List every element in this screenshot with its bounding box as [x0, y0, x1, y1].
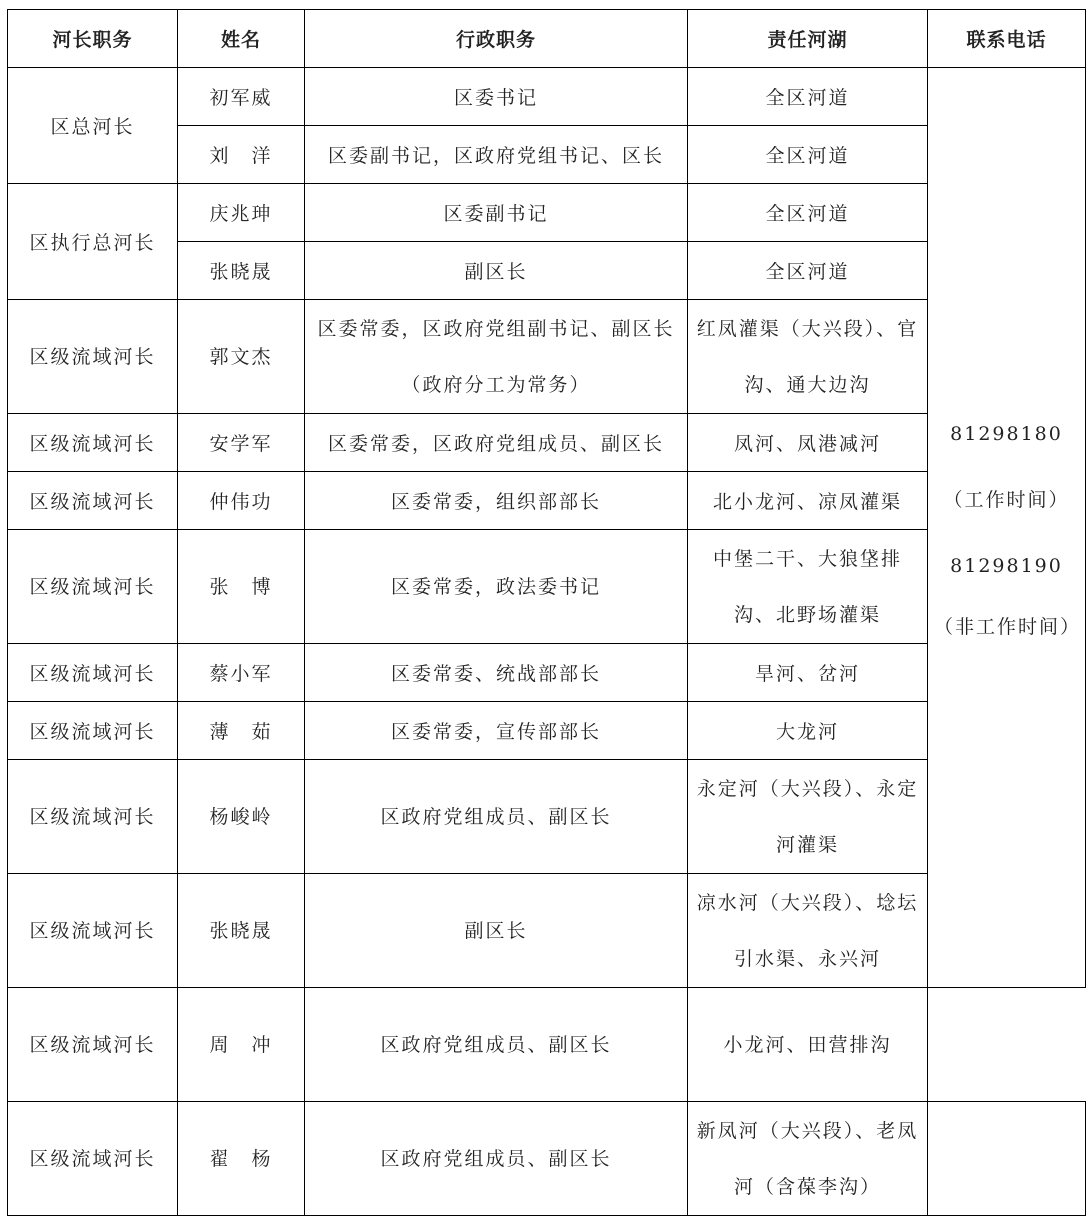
river-cell: 全区河道: [688, 126, 928, 184]
name-cell: 初军威: [178, 68, 305, 126]
table-row: [8, 1102, 1086, 1216]
phone-work-number: 81298180: [950, 422, 1063, 445]
name-cell: 刘 洋: [178, 126, 305, 184]
name-cell: 周 冲: [178, 988, 305, 1102]
name-cell: 张 博: [178, 530, 305, 644]
header-role: 河长职务: [8, 10, 178, 68]
name-cell: 郭文杰: [178, 300, 305, 414]
post-cell: 区委常委，区政府党组副书记、副区长（政府分工为常务）: [305, 300, 688, 414]
role-cell: 区级流域河长: [8, 702, 178, 760]
post-cell: 副区长: [305, 874, 688, 988]
table-row: [8, 760, 1086, 874]
river-cell: 大龙河: [688, 702, 928, 760]
name-cell: 蔡小军: [178, 644, 305, 702]
river-cell: 北小龙河、凉凤灌渠: [688, 472, 928, 530]
role-cell: 区总河长: [8, 68, 178, 184]
table-row: [8, 184, 1086, 242]
post-cell: 区委常委，宣传部部长: [305, 702, 688, 760]
post-cell: 区委书记: [305, 68, 688, 126]
river-cell: 永定河（大兴段）、永定河灌渠: [688, 760, 928, 874]
name-cell: 安学军: [178, 414, 305, 472]
name-cell: 庆兆珅: [178, 184, 305, 242]
river-cell: 旱河、岔河: [688, 644, 928, 702]
post-cell: 区委常委，组织部部长: [305, 472, 688, 530]
post-cell: 区委副书记: [305, 184, 688, 242]
table-row: [8, 300, 1086, 414]
role-cell: 区级流域河长: [8, 760, 178, 874]
post-cell: 区政府党组成员、副区长: [305, 760, 688, 874]
table-row: [8, 702, 1086, 760]
table-row: [8, 414, 1086, 472]
phone-work-label: （工作时间）: [943, 488, 1070, 511]
post-cell: 区政府党组成员、副区长: [305, 1102, 688, 1216]
header-name: 姓名: [178, 10, 305, 68]
river-chief-table: [7, 9, 1086, 1216]
river-cell: 凤河、凤港减河: [688, 414, 928, 472]
river-cell: 中堡二干、大狼垡排沟、北野场灌渠: [688, 530, 928, 644]
role-cell: 区级流域河长: [8, 988, 178, 1102]
river-cell: 小龙河、田营排沟: [688, 988, 928, 1102]
role-cell: 区级流域河长: [8, 1102, 178, 1216]
post-cell: 区委常委、统战部部长: [305, 644, 688, 702]
post-cell: 副区长: [305, 242, 688, 300]
phone-offwork-number: 81298190: [950, 554, 1063, 577]
table-row: [8, 68, 1086, 126]
header-river: 责任河湖: [688, 10, 928, 68]
post-cell: 区政府党组成员、副区长: [305, 988, 688, 1102]
role-cell: 区级流域河长: [8, 644, 178, 702]
phone-cell-empty: [928, 1102, 1086, 1216]
name-cell: 张晓晟: [178, 874, 305, 988]
river-cell: 全区河道: [688, 242, 928, 300]
post-cell: 区委常委，政法委书记: [305, 530, 688, 644]
header-row: [8, 10, 1086, 68]
river-cell: 红凤灌渠（大兴段）、官沟、通大边沟: [688, 300, 928, 414]
river-cell: 新凤河（大兴段）、老凤河（含葆李沟）: [688, 1102, 928, 1216]
name-cell: 杨峻岭: [178, 760, 305, 874]
name-cell: 翟 杨: [178, 1102, 305, 1216]
table-row: [8, 472, 1086, 530]
role-cell: 区级流域河长: [8, 874, 178, 988]
role-cell: 区级流域河长: [8, 300, 178, 414]
role-cell: 区级流域河长: [8, 472, 178, 530]
phone-offwork-label: （非工作时间）: [934, 615, 1082, 638]
river-cell: 全区河道: [688, 68, 928, 126]
header-phone: 联系电话: [928, 10, 1086, 68]
phone-cell: [928, 68, 1086, 988]
name-cell: 张晓晟: [178, 242, 305, 300]
post-cell: 区委常委，区政府党组成员、副区长: [305, 414, 688, 472]
role-cell: 区级流域河长: [8, 414, 178, 472]
name-cell: 薄 茹: [178, 702, 305, 760]
river-cell: 凉水河（大兴段）、埝坛引水渠、永兴河: [688, 874, 928, 988]
river-cell: 全区河道: [688, 184, 928, 242]
table-row: [8, 988, 1086, 1102]
role-cell: 区级流域河长: [8, 530, 178, 644]
name-cell: 仲伟功: [178, 472, 305, 530]
table-row: [8, 874, 1086, 988]
table-row: [8, 530, 1086, 644]
post-cell: 区委副书记，区政府党组书记、区长: [305, 126, 688, 184]
header-post: 行政职务: [305, 10, 688, 68]
role-cell: 区执行总河长: [8, 184, 178, 300]
table-row: [8, 644, 1086, 702]
